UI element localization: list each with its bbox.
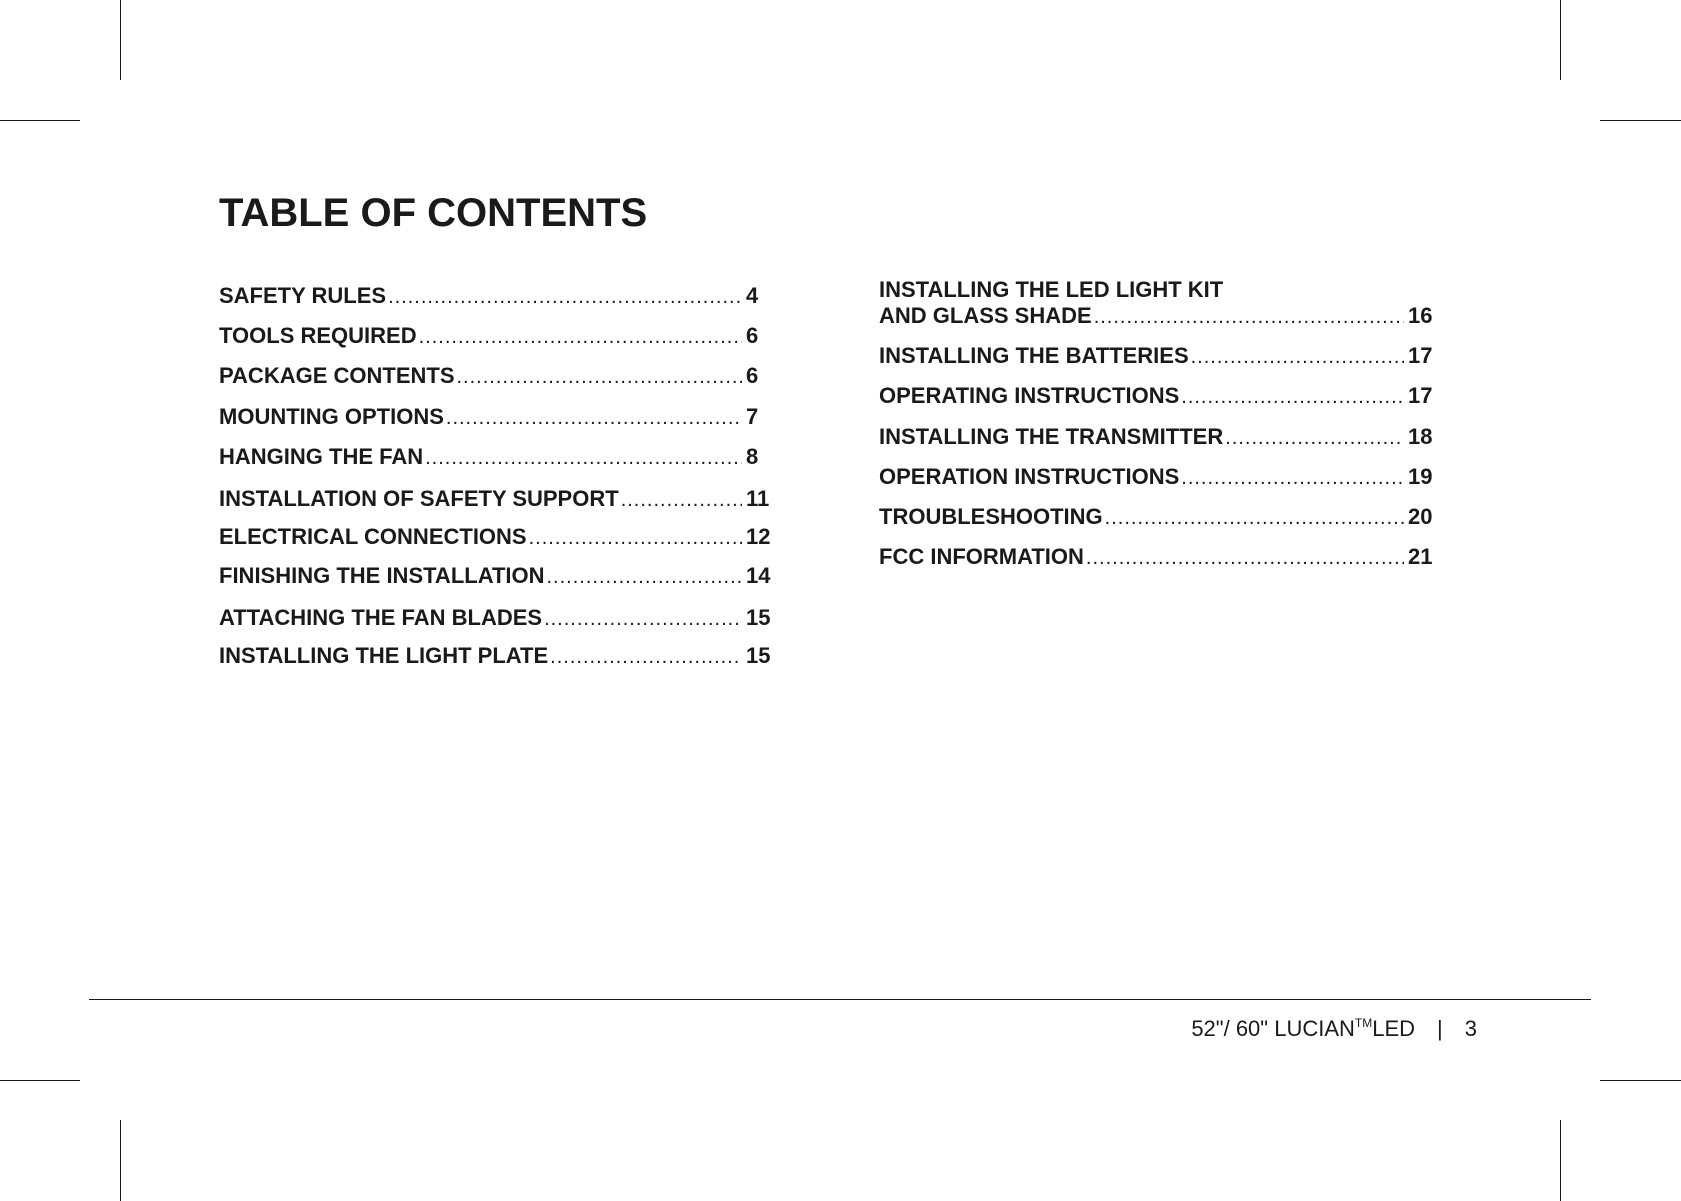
toc-entry-operation-instructions[interactable] bbox=[879, 464, 1434, 491]
dot-leader bbox=[425, 445, 742, 471]
dot-leader bbox=[419, 324, 742, 350]
dot-leader bbox=[446, 405, 742, 431]
toc-entry-page: 8 bbox=[746, 444, 759, 469]
toc-entry-fcc-information[interactable] bbox=[879, 544, 1434, 571]
toc-entry-installing-the-batteries[interactable] bbox=[879, 343, 1434, 370]
crop-mark-top-left-horizontal bbox=[0, 120, 80, 121]
toc-entry-page: 12 bbox=[746, 524, 771, 549]
crop-mark-bottom-right-horizontal bbox=[1600, 1080, 1681, 1081]
toc-entry-page: 20 bbox=[1408, 504, 1433, 529]
toc-entry-page: 6 bbox=[746, 323, 759, 348]
toc-entry-label: PACKAGE CONTENTS bbox=[219, 363, 455, 388]
dot-leader bbox=[529, 525, 742, 551]
toc-entry-page: 11 bbox=[746, 486, 770, 511]
toc-entry-label: TROUBLESHOOTING bbox=[879, 504, 1103, 529]
toc-entry-label: OPERATION INSTRUCTIONS bbox=[879, 464, 1180, 489]
toc-entry-page: 6 bbox=[746, 363, 759, 388]
toc-entry-page: 18 bbox=[1408, 424, 1433, 449]
toc-entry-page: 15 bbox=[746, 643, 771, 668]
toc-entry-page: 14 bbox=[746, 563, 771, 588]
crop-mark-bottom-right-vertical bbox=[1560, 1120, 1561, 1201]
dot-leader bbox=[388, 284, 742, 310]
toc-entry-safety-rules[interactable] bbox=[219, 283, 772, 310]
dot-leader bbox=[544, 606, 742, 632]
toc-entry-page: 7 bbox=[746, 404, 759, 429]
toc-entry-operating-instructions[interactable] bbox=[879, 383, 1434, 410]
toc-entry-package-contents[interactable] bbox=[219, 363, 772, 390]
dot-leader bbox=[547, 564, 743, 590]
crop-mark-top-right-horizontal bbox=[1600, 120, 1681, 121]
toc-entry-electrical-connections[interactable] bbox=[219, 524, 772, 551]
toc-entry-page: 17 bbox=[1408, 383, 1433, 408]
toc-entry-label: ATTACHING THE FAN BLADES bbox=[219, 605, 543, 630]
toc-entry-installing-the-transmitter[interactable] bbox=[879, 424, 1434, 451]
footer-model-suffix: LED bbox=[1372, 1016, 1416, 1041]
crop-mark-bottom-left-horizontal bbox=[0, 1080, 80, 1081]
toc-entry-label-line1[interactable]: INSTALLING THE LED LIGHT KIT bbox=[879, 277, 1224, 302]
toc-entry-tools-required[interactable] bbox=[219, 323, 772, 350]
dot-leader bbox=[1094, 304, 1404, 330]
toc-entry-label: FINISHING THE INSTALLATION bbox=[219, 563, 545, 588]
toc-entry-installation-of-safety-support[interactable] bbox=[219, 486, 772, 513]
dot-leader bbox=[1225, 425, 1404, 451]
dot-leader bbox=[1191, 344, 1404, 370]
toc-entry-finishing-the-installation[interactable] bbox=[219, 563, 772, 590]
page-title: TABLE OF CONTENTS bbox=[219, 191, 648, 235]
toc-entry-page: 19 bbox=[1408, 464, 1433, 489]
toc-entry-installing-the-light-plate[interactable] bbox=[219, 643, 772, 670]
toc-entry-page: 16 bbox=[1408, 303, 1433, 328]
dot-leader bbox=[1086, 545, 1404, 571]
toc-entry-label: FCC INFORMATION bbox=[879, 544, 1084, 569]
toc-entry-label: SAFETY RULES bbox=[219, 283, 387, 308]
toc-entry-troubleshooting[interactable] bbox=[879, 504, 1434, 531]
toc-entry-page: 17 bbox=[1408, 343, 1433, 368]
toc-entry-mounting-options[interactable] bbox=[219, 404, 772, 431]
toc-entry-hanging-the-fan[interactable] bbox=[219, 444, 772, 471]
dot-leader bbox=[1181, 465, 1404, 491]
footer-separator: | bbox=[1437, 1016, 1443, 1041]
toc-entry-page: 4 bbox=[746, 283, 759, 308]
toc-entry-label: INSTALLING THE BATTERIES bbox=[879, 343, 1189, 368]
toc-entry-label: AND GLASS SHADE bbox=[879, 303, 1092, 328]
crop-mark-top-right-vertical bbox=[1560, 0, 1561, 80]
toc-entry-label: INSTALLATION OF SAFETY SUPPORT bbox=[219, 486, 619, 511]
dot-leader bbox=[621, 487, 742, 513]
dot-leader bbox=[1181, 384, 1404, 410]
toc-entry-installing-led-light-kit[interactable] bbox=[879, 303, 1434, 330]
toc-entry-page: 15 bbox=[746, 605, 771, 630]
toc-entry-attaching-the-fan-blades[interactable] bbox=[219, 605, 772, 632]
toc-entry-label: INSTALLING THE TRANSMITTER bbox=[879, 424, 1224, 449]
page-footer bbox=[1191, 1016, 1477, 1042]
crop-mark-top-left-vertical bbox=[120, 0, 121, 80]
toc-entry-label: ELECTRICAL CONNECTIONS bbox=[219, 524, 527, 549]
toc-entry-label: TOOLS REQUIRED bbox=[219, 323, 417, 348]
toc-entry-label: OPERATING INSTRUCTIONS bbox=[879, 383, 1180, 408]
dot-leader bbox=[550, 644, 742, 670]
toc-entry-label: HANGING THE FAN bbox=[219, 444, 424, 469]
toc-entry-label: MOUNTING OPTIONS bbox=[219, 404, 444, 429]
footer-divider bbox=[89, 999, 1591, 1000]
dot-leader bbox=[457, 364, 743, 390]
toc-entry-label: INSTALLING THE LIGHT PLATE bbox=[219, 643, 549, 668]
dot-leader bbox=[1105, 505, 1404, 531]
trademark-symbol: TM bbox=[1354, 1016, 1373, 1030]
toc-entry-page: 21 bbox=[1408, 544, 1433, 569]
crop-mark-bottom-left-vertical bbox=[120, 1120, 121, 1201]
page-number: 3 bbox=[1464, 1016, 1477, 1041]
footer-model-name: 52"/ 60" LUCIAN bbox=[1191, 1016, 1355, 1041]
